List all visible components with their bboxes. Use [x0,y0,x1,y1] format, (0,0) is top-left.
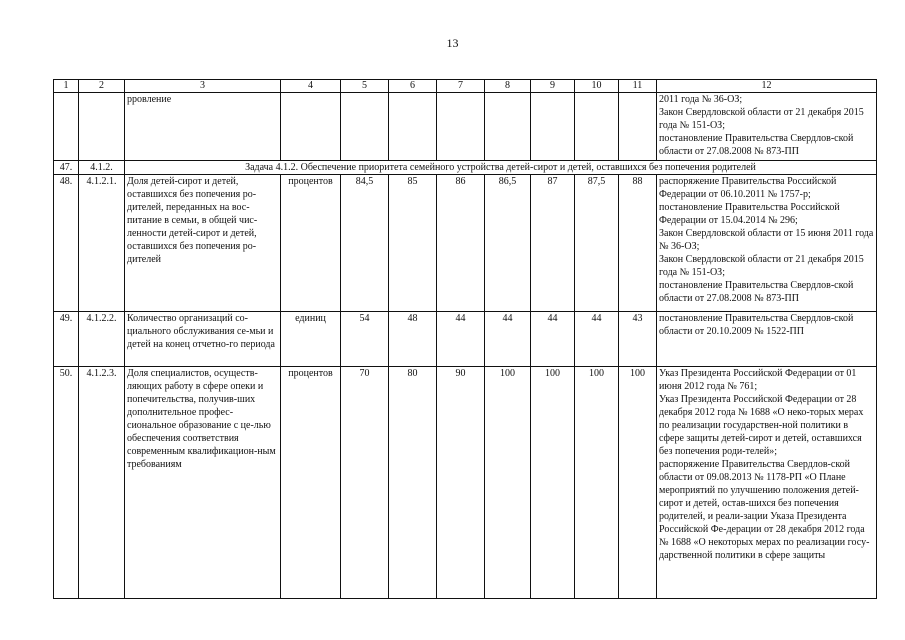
row-number: 50. [54,367,79,599]
row-number: 49. [54,312,79,367]
value-cell: 43 [619,312,657,367]
value-cell: 84,5 [341,175,389,312]
value-cell: 100 [531,367,575,599]
unit: процентов [281,175,341,312]
legal-basis: Указ Президента Российской Федерации от 01 июня 2012 года № 761; Указ Президента Российской Федерации от 28 декабря 2012 года № 1688 «О неко-торых мерах по реализации государствен-ной политики в сфере защиты детей-сирот и детей, оставшихся без попечения роди-телей»; распоряжение Правительства Свердлов-ской области от 09.08.2013 № 1178-РП «О Плане мероприятий по улучшению положения детей-сирот и детей, остав-шихся без попечения родителей, и реали-зации Указа Президента Российской Фе-дерации от 28 декабря 2012 года № 1688 «О некоторых мерах по реализации госу-дарственной политики в сфере защиты [657,367,877,599]
row-code: 4.1.2. [79,161,125,175]
indicator-name: рровление [125,93,281,161]
value-cell [437,93,485,161]
row-number: 47. [54,161,79,175]
table-row [54,312,877,367]
value-cell [485,93,531,161]
value-cell: 87,5 [575,175,619,312]
column-header: 4 [281,80,341,93]
column-header: 2 [79,80,125,93]
indicator-name: Количество организаций со-циального обслуживания се-мьи и детей на конец отчетно-го периода [125,312,281,367]
value-cell: 86,5 [485,175,531,312]
value-cell: 44 [531,312,575,367]
value-cell: 87 [531,175,575,312]
column-header: 11 [619,80,657,93]
column-header: 12 [657,80,877,93]
value-cell: 90 [437,367,485,599]
row-number: 48. [54,175,79,312]
table-row-task [54,161,877,175]
value-cell: 85 [389,175,437,312]
value-cell: 100 [485,367,531,599]
value-cell [531,93,575,161]
unit: процентов [281,367,341,599]
column-header: 5 [341,80,389,93]
legal-basis: распоряжение Правительства Российской Федерации от 06.10.2011 № 1757-р; постановление Правительства Российской Федерации от 15.04.2014 № 296; Закон Свердловской области от 15 июня 2011 года № 36-ОЗ; Закон Свердловской области от 21 декабря 2015 года № 151-ОЗ; постановление Правительства Свердлов-ской области от 27.08.2008 № 873-ПП [657,175,877,312]
column-header: 10 [575,80,619,93]
legal-basis: постановление Правительства Свердлов-ской области от 20.10.2009 № 1522-ПП [657,312,877,367]
value-cell: 86 [437,175,485,312]
row-code [79,93,125,161]
row-code: 4.1.2.1. [79,175,125,312]
value-cell: 48 [389,312,437,367]
value-cell [575,93,619,161]
unit: единиц [281,312,341,367]
column-header: 6 [389,80,437,93]
indicator-name: Доля детей-сирот и детей, оставшихся без попечения ро-дителей, переданных на вос-питание в семьи, в общей чис-ленности детей-сирот и детей, оставшихся без попечения ро-дителей [125,175,281,312]
value-cell: 54 [341,312,389,367]
page-number: 13 [446,36,459,50]
value-cell: 70 [341,367,389,599]
column-header: 9 [531,80,575,93]
value-cell [341,93,389,161]
column-header: 7 [437,80,485,93]
column-number-row [54,80,877,93]
legal-basis: 2011 года № 36-ОЗ; Закон Свердловской области от 21 декабря 2015 года № 151-ОЗ; постановление Правительства Свердлов-ской области от 27.08.2008 № 873-ПП [657,93,877,161]
indicator-name: Доля специалистов, осуществ-ляющих работу в сфере опеки и попечительства, получив-ших дополнительное профес-сиональное образование с це-лью обеспечения соответствия современным квалификацион-ным требованиям [125,367,281,599]
value-cell: 100 [619,367,657,599]
row-code: 4.1.2.3. [79,367,125,599]
column-header: 1 [54,80,79,93]
value-cell: 44 [575,312,619,367]
indicators-table [53,79,877,599]
column-header: 8 [485,80,531,93]
value-cell [619,93,657,161]
table-row [54,175,877,312]
unit [281,93,341,161]
column-header: 3 [125,80,281,93]
table-row [54,367,877,599]
table-row-continuation [54,93,877,161]
task-title: Задача 4.1.2. Обеспечение приоритета семейного устройства детей-сирот и детей, оставшихся без попечения родителей [125,161,877,175]
value-cell: 44 [437,312,485,367]
row-number [54,93,79,161]
value-cell: 100 [575,367,619,599]
value-cell [389,93,437,161]
value-cell: 88 [619,175,657,312]
value-cell: 80 [389,367,437,599]
row-code: 4.1.2.2. [79,312,125,367]
value-cell: 44 [485,312,531,367]
